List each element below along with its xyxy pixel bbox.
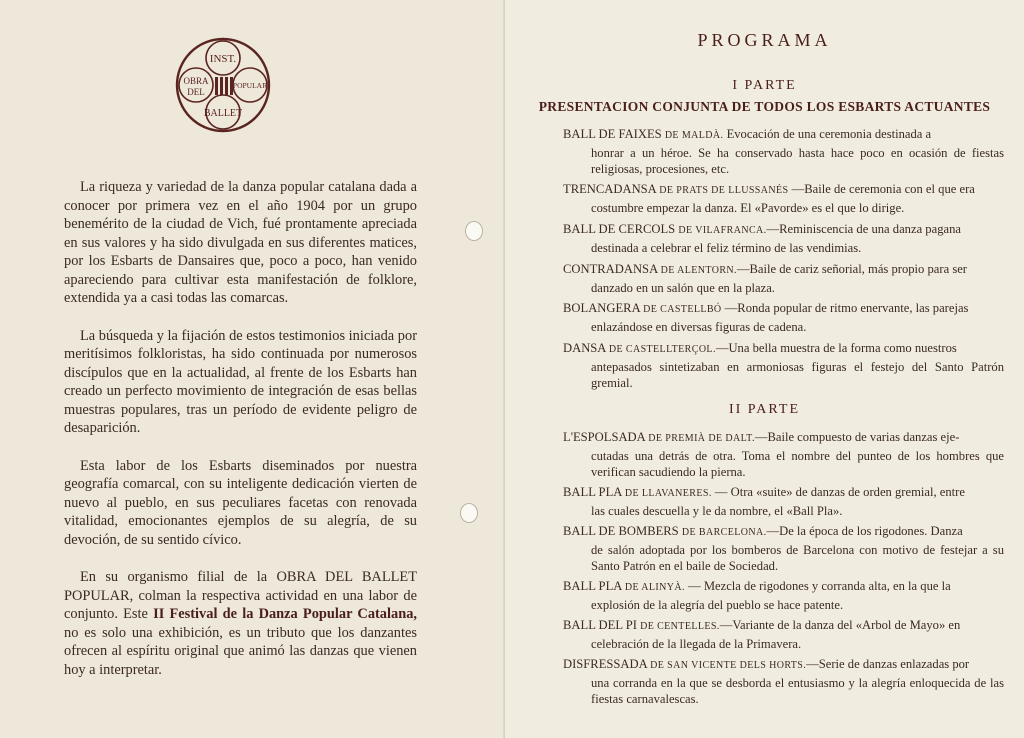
entry-place: DE ALINYÀ. xyxy=(624,582,685,593)
intro-p4-start: En su organismo filial de la OBRA DEL BALLET POPULAR, colman la respectiva actividad en una labor de conjunto. Este xyxy=(64,569,417,622)
entry-name: TRENCADANSA xyxy=(563,182,657,196)
entry-continuation: cutadas una detrás de otra. Toma el nombre del punteo de los hombres que verifican sacudiendo la pierna. xyxy=(591,448,1004,480)
obra-ballet-popular-logo xyxy=(168,37,278,133)
entry-name: BALL DE CERCOLS xyxy=(563,222,676,236)
entry-place: DE SAN VICENTE DELS HORTS. xyxy=(650,660,807,671)
entry-name: L'ESPOLSADA xyxy=(563,430,646,444)
entry-name: DISFRESSADA xyxy=(563,657,647,671)
logo-ballet: BALLET xyxy=(203,108,243,119)
entry-continuation: destinada a celebrar el feliz término de las vendimias. xyxy=(591,240,862,255)
part-1-subtitle: PRESENTACION CONJUNTA DE TODOS LOS ESBARTS ACTUANTES xyxy=(538,99,991,114)
intro-paragraph-2: La búsqueda y la fijación de estos testimonios iniciada por meritísimos folkloristas, ha sido continuada por numerosos discípulos que en la actualidad, al frente de los Esbarts han creado un perfecto movimiento de integración de esas bellas muestras populares, tras un período de evidente peligro de desaparición. xyxy=(64,327,417,436)
entry-name: BOLANGERA xyxy=(563,301,640,315)
entry-name: CONTRADANSA xyxy=(563,262,658,276)
entry-lespolsada xyxy=(563,429,1004,481)
entry-place: DE CENTELLES. xyxy=(640,621,720,632)
entry-name: BALL PLA xyxy=(563,485,622,499)
left-page xyxy=(0,0,505,738)
entry-continuation: las cuales descuella y le da nombre, el «Ball Pla». xyxy=(591,503,843,518)
entry-ball-de-cercols xyxy=(563,221,1004,256)
entry-continuation: una corranda en la que se desborda el entusiasmo y la alegría enloquecida de las fiestas carnavalescas. xyxy=(591,675,1004,707)
entry-place: DE CASTELLBÓ xyxy=(643,304,722,315)
programa-title: PROGRAMA xyxy=(697,30,832,50)
entry-continuation: de salón adoptada por los bomberos de Barcelona con motivo de festejar a su Santo Patrón en el baile de Sociedad. xyxy=(591,542,1004,574)
entry-text: Evocación de una ceremonia destinada a xyxy=(723,127,932,141)
festival-title: II Festival de la Danza Popular Catalana, xyxy=(153,606,417,622)
entry-ball-del-pi xyxy=(563,617,1004,652)
entry-name: DANSA xyxy=(563,341,606,355)
intro-paragraph-1: La riqueza y variedad de la danza popular catalana dada a conocer por primera vez en el año 1904 por un grupo benemérito de la ciudad de Vich, fué prontamente apreciada en sus valores y ha sido divulgada en sus diferentes matices, por los Esbarts de Dansaires que, poco a poco, han venido apareciendo para cultivar esta manifestación de folklore, extendida ya a casi todas las comarcas. xyxy=(64,179,417,306)
entry-bolangera xyxy=(563,300,1004,335)
entry-continuation: danzado en un salón que en la plaza. xyxy=(591,280,775,295)
entry-continuation: enlazándose en diversas figuras de cadena. xyxy=(591,319,807,334)
entry-trencadansa xyxy=(563,181,1004,216)
entry-place: DE VILAFRANCA. xyxy=(678,225,767,236)
right-page xyxy=(505,0,1024,738)
entry-text: — Otra «suite» de danzas de orden gremial, entre xyxy=(711,485,965,499)
entry-ball-pla-alinya xyxy=(563,578,1004,613)
entry-place: DE BARCELONA. xyxy=(681,527,767,538)
entry-place: DE CASTELLTERÇOL. xyxy=(608,344,716,355)
entry-place: DE PRATS DE LLUSSANÉS xyxy=(659,185,789,196)
entry-place: DE LLAVANERES. xyxy=(624,488,712,499)
logo-inst: INST. xyxy=(209,53,237,65)
intro-paragraph-3: Esta labor de los Esbarts diseminados por nuestra geografía comarcal, con su inteligente dedicación vierten de nuevo al pueblo, en sus peculiares facetas con renovada vitalidad, emocionantes ejemplos de su alegría, de su devoción, de su sentido cívico. xyxy=(64,457,417,548)
entry-text: —Una bella muestra de la forma como nuestros xyxy=(715,341,957,355)
entry-name: BALL PLA xyxy=(563,579,622,593)
entry-name: BALL DEL PI xyxy=(563,618,637,632)
entry-name: BALL DE BOMBERS xyxy=(563,524,679,538)
punch-hole-left-bottom xyxy=(460,503,478,523)
entry-continuation: honrar a un héroe. Se ha conservado hasta hace poco en ocasión de fiestas religiosas, procesiones, etc. xyxy=(591,145,1004,177)
entry-dansa xyxy=(563,340,1004,392)
logo-popular: POPULAR xyxy=(232,81,268,90)
intro-paragraph-4 xyxy=(64,568,417,679)
intro-p4-end: no es solo una exhibición, es un tributo que los danzantes ofrecen al espíritu original que animó las danzas que vienen hoy a interpretar. xyxy=(64,624,417,678)
punch-hole-left-top xyxy=(465,221,483,241)
entry-continuation: antepasados sintetizaban en armoniosas figuras el festejo del Santo Patrón gremial. xyxy=(591,359,1004,391)
entry-place: DE MALDÀ. xyxy=(664,130,724,141)
entry-name: BALL DE FAIXES xyxy=(563,127,662,141)
entry-text: — Mezcla de rigodones y corranda alta, en la que la xyxy=(684,579,951,593)
entry-place: DE ALENTORN. xyxy=(660,265,737,276)
entry-disfressada xyxy=(563,656,1004,708)
entry-text: —De la época de los rigodones. Danza xyxy=(766,524,963,538)
entry-text: —Baile compuesto de varias danzas eje- xyxy=(754,430,960,444)
entry-continuation: explosión de la alegría del pueblo se hace patente. xyxy=(591,597,844,612)
entry-text: —Ronda popular de ritmo enervante, las parejas xyxy=(721,301,969,315)
entry-continuation: celebración de la llegada de la Primavera. xyxy=(591,636,802,651)
entry-text: —Serie de danzas enlazadas por xyxy=(806,657,970,671)
entry-ball-pla-llavaneres xyxy=(563,484,1004,519)
part-1-heading: I PARTE xyxy=(732,78,797,93)
entry-continuation: costumbre empezar la danza. El «Pavorde» es el que lo dirige. xyxy=(591,200,905,215)
entry-text: —Variante de la danza del «Arbol de Mayo» en xyxy=(719,618,961,632)
entry-text: —Baile de ceremonia con el que era xyxy=(788,182,975,196)
entry-text: —Baile de cariz señorial, más propio para ser xyxy=(736,262,968,276)
logo-obra: OBRA xyxy=(183,76,209,86)
intro-text xyxy=(64,178,417,698)
entry-ball-de-bombers xyxy=(563,523,1004,575)
entry-place: DE PREMIÀ DE DALT. xyxy=(648,433,755,444)
entry-ball-de-faixes xyxy=(563,126,1004,178)
logo-del: DEL xyxy=(187,87,205,97)
entry-text: —Reminiscencia de una danza pagana xyxy=(766,222,961,236)
part-2-heading: II PARTE xyxy=(728,402,801,417)
entry-contradansa xyxy=(563,261,1004,296)
